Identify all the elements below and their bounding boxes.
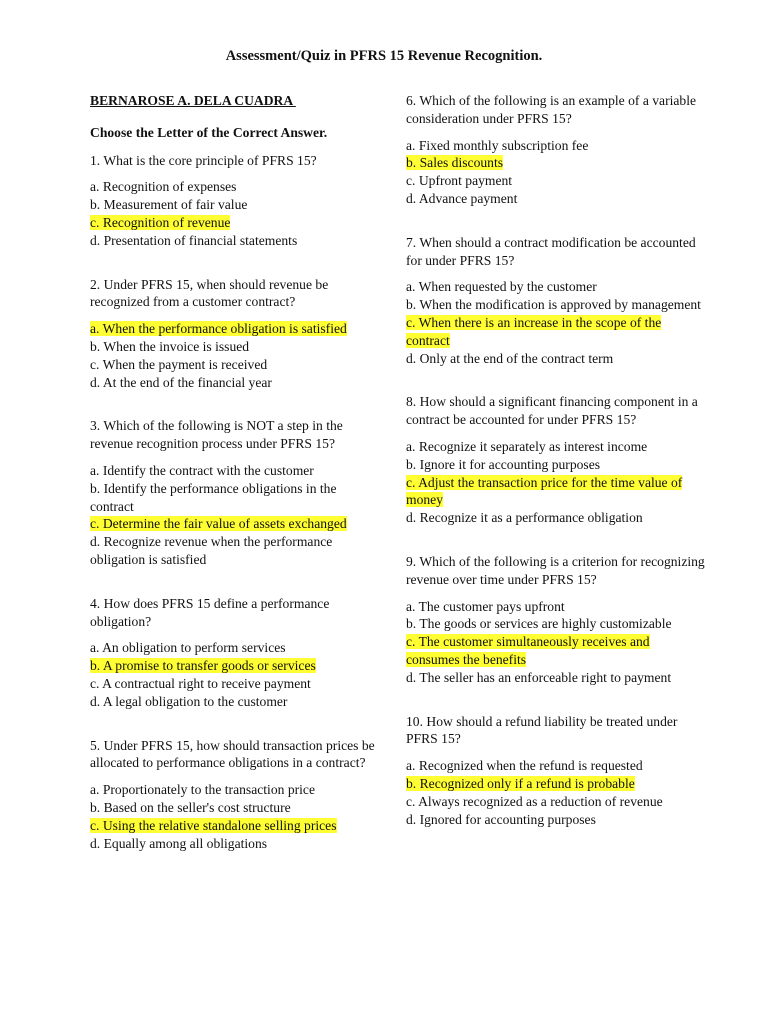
answer-option: a. The customer pays upfront	[406, 598, 565, 614]
question-text: 7. When should a contract modification be accounted for under PFRS 15?	[406, 234, 696, 268]
answer-option: c. A contractual right to receive payment	[90, 675, 311, 691]
question-text: 6. Which of the following is an example of a variable consideration under PFRS 15?	[406, 93, 697, 126]
question-block	[406, 234, 706, 368]
answer-option: c. Always recognized as a reduction of revenue	[406, 793, 663, 809]
answer-option-highlighted: b. A promise to transfer goods or services	[90, 658, 316, 674]
answer-option: c. Upfront payment	[406, 173, 513, 189]
answer-option: d. Ignored for accounting purposes	[406, 811, 596, 827]
question-text: 10. How should a refund liability be treated under PFRS 15?	[406, 713, 678, 747]
question-text: 9. Which of the following is a criterion for recognizing revenue over time under PFRS 15?	[406, 553, 705, 587]
answer-option: d. At the end of the financial year	[90, 374, 272, 390]
instruction: Choose the Letter of the Correct Answer.	[90, 124, 328, 140]
question-text: 5. Under PFRS 15, how should transaction prices be allocated to performance obligations in a contract?	[90, 737, 375, 771]
question-text: 4. How does PFRS 15 define a performance obligation?	[90, 595, 330, 629]
question-block	[90, 417, 380, 568]
answer-option: d. Presentation of financial statements	[90, 232, 298, 248]
answer-option-highlighted: c. When there is an increase in the scope of the contract	[406, 314, 662, 348]
answer-option: a. An obligation to perform services	[90, 640, 286, 656]
answer-option: b. The goods or services are highly customizable	[406, 616, 672, 632]
answer-option: d. Recognize it as a performance obligation	[406, 510, 643, 526]
question-block	[90, 737, 380, 853]
answer-option: b. Identify the performance obligations in the contract	[90, 480, 337, 514]
answer-option: b. When the modification is approved by management	[406, 297, 701, 313]
left-column	[90, 92, 380, 852]
answer-option: a. Recognize it separately as interest income	[406, 438, 648, 454]
question-block	[406, 553, 706, 687]
question-block	[90, 152, 380, 250]
answer-option-highlighted: a. When the performance obligation is satisfied	[90, 321, 347, 337]
answer-option: b. Measurement of fair value	[90, 197, 248, 213]
question-text: 3. Which of the following is NOT a step in the revenue recognition process under PFRS 15?	[90, 418, 343, 452]
question-text: 1. What is the core principle of PFRS 15?	[90, 152, 317, 168]
answer-option: d. Only at the end of the contract term	[406, 350, 614, 366]
question-block	[406, 713, 706, 829]
answer-option: d. Recognize revenue when the performance obligation is satisfied	[90, 534, 333, 567]
answer-option: a. Identify the contract with the customer	[90, 462, 314, 478]
answer-option: d. Advance payment	[406, 190, 518, 206]
question-text: 2. Under PFRS 15, when should revenue be recognized from a customer contract?	[90, 276, 329, 310]
answer-option: d. The seller has an enforceable right to payment	[406, 669, 672, 685]
answer-option-highlighted: c. Determine the fair value of assets exchanged	[90, 516, 347, 532]
question-block	[90, 276, 380, 392]
answer-option: d. Equally among all obligations	[90, 835, 268, 851]
answer-option: a. Fixed monthly subscription fee	[406, 137, 589, 153]
page-title: Assessment/Quiz in PFRS 15 Revenue Recognition.	[225, 48, 543, 64]
question-block	[90, 595, 380, 711]
answer-option: a. Proportionately to the transaction price	[90, 782, 315, 798]
answer-option: b. When the invoice is issued	[90, 338, 250, 354]
answer-option: a. When requested by the customer	[406, 279, 597, 295]
answer-option: b. Based on the seller's cost structure	[90, 799, 291, 815]
answer-option-highlighted: b. Sales discounts	[406, 155, 504, 171]
answer-option: b. Ignore it for accounting purposes	[406, 456, 601, 472]
answer-option: a. Recognition of expenses	[90, 179, 237, 195]
answer-option-highlighted: c. The customer simultaneously receives and consumes the benefits	[406, 634, 650, 667]
question-block	[406, 393, 706, 527]
question-text: 8. How should a significant financing component in a contract be accounted for under PFRS 15?	[406, 394, 698, 428]
answer-option: a. Recognized when the refund is requested	[406, 758, 643, 774]
answer-option: d. A legal obligation to the customer	[90, 693, 288, 709]
question-block	[406, 92, 706, 208]
answer-option-highlighted: c. Using the relative standalone selling prices	[90, 817, 337, 833]
answer-option-highlighted: b. Recognized only if a refund is probable	[406, 775, 635, 791]
answer-option-highlighted: c. Adjust the transaction price for the time value of money	[406, 474, 683, 508]
answer-option: c. When the payment is received	[90, 356, 268, 372]
student-name: BERNAROSE A. DELA CUADRA	[90, 93, 296, 108]
right-column	[406, 92, 706, 828]
answer-option-highlighted: c. Recognition of revenue	[90, 214, 231, 230]
